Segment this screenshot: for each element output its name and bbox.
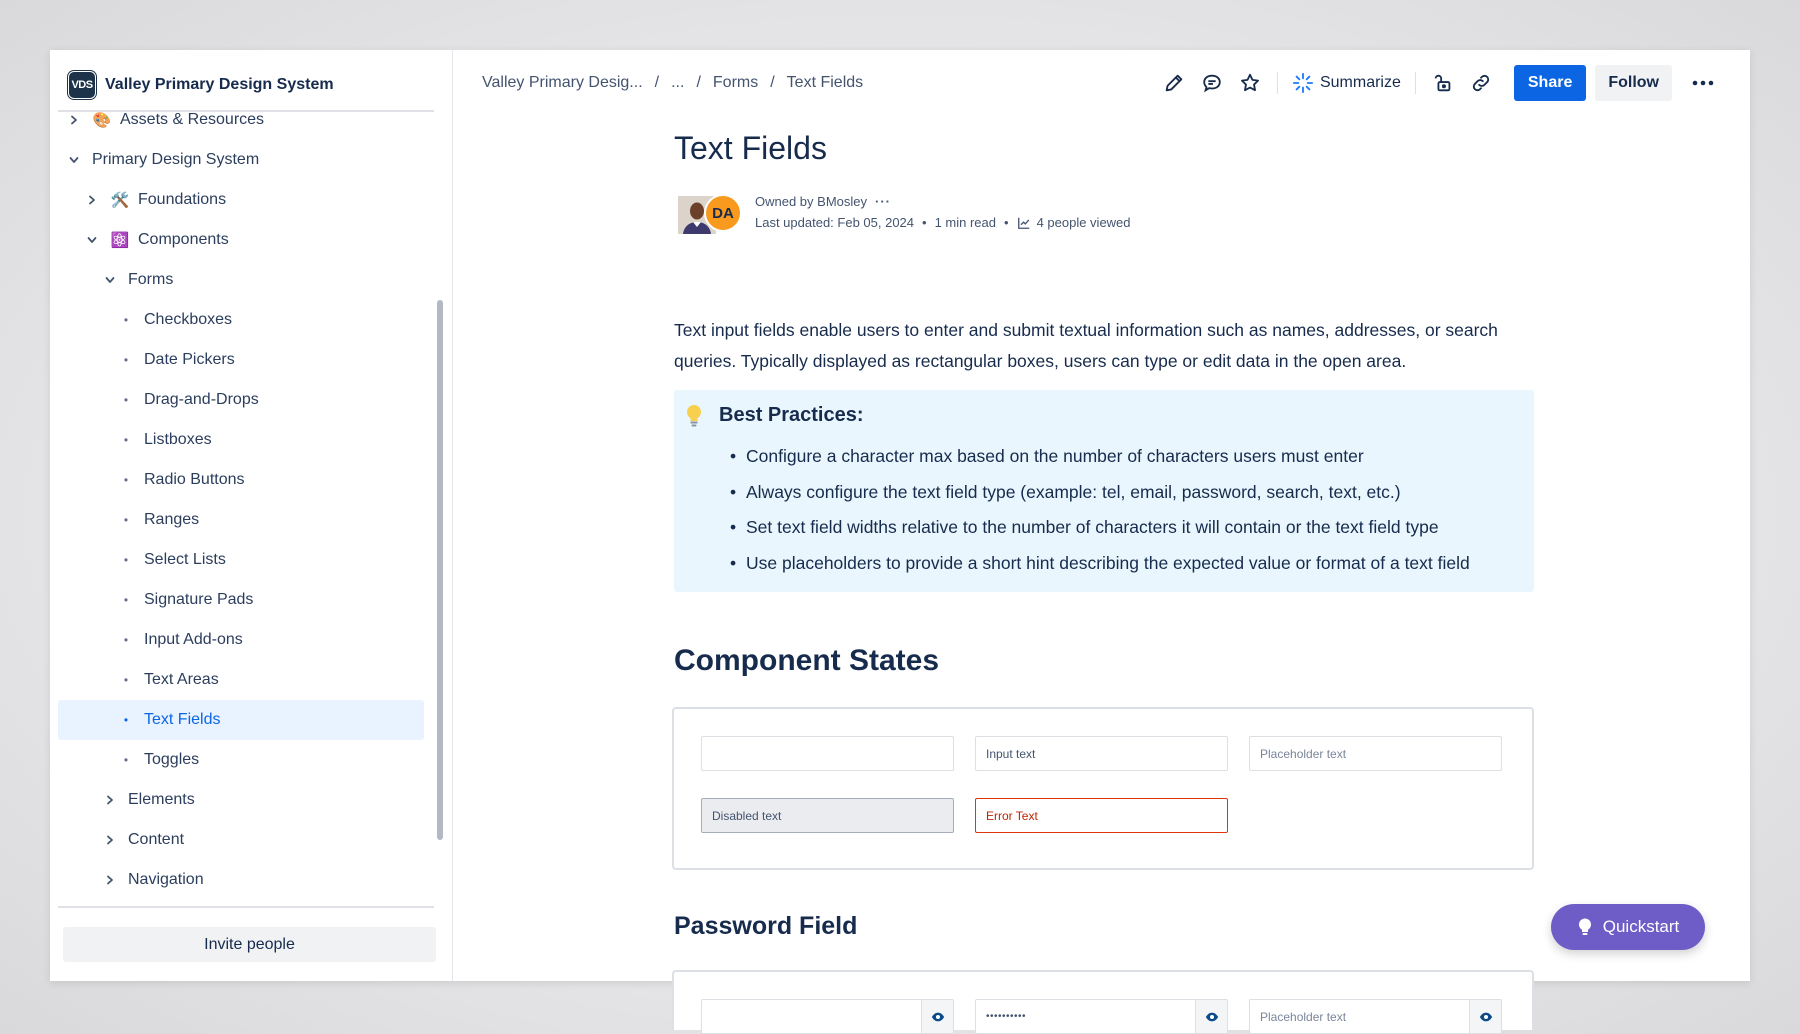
sidebar-item-ranges[interactable]: [58, 500, 424, 540]
sidebar-item-forms[interactable]: [58, 260, 424, 300]
sidebar-item-label: Elements: [128, 791, 195, 808]
filled-text-field[interactable]: Input text: [975, 736, 1228, 771]
breadcrumb-separator: /: [654, 74, 660, 91]
error-text-field[interactable]: Error Text: [975, 798, 1228, 833]
password-field-demo: [672, 970, 1534, 1030]
chevron-right-icon[interactable]: [102, 792, 118, 808]
restrictions-button[interactable]: [1424, 64, 1462, 102]
chevron-down-icon[interactable]: [84, 232, 100, 248]
sidebar-item-label: Navigation: [128, 871, 204, 888]
owner-text[interactable]: Owned by BMosley: [755, 194, 867, 209]
intro-paragraph: Text input fields enable users to enter and submit textual information such as names, addresses, or search queries. Typically displayed as rectangular boxes, users can type or edit data in the open area.: [674, 320, 1498, 371]
bullet-icon: •: [123, 313, 129, 327]
breadcrumb-space[interactable]: Valley Primary Desig...: [482, 74, 643, 91]
sidebar-item-foundations[interactable]: [58, 180, 424, 220]
bullet-icon: •: [123, 513, 129, 527]
list-item: • Configure a character max based on the number of characters users must enter: [730, 446, 1470, 482]
read-time: 1 min read: [934, 215, 996, 230]
sidebar-item-toggles[interactable]: [58, 740, 424, 780]
link-icon: [1470, 72, 1492, 94]
breadcrumb-separator: /: [696, 74, 701, 91]
more-icon: [1692, 80, 1714, 86]
component-states-demo: [672, 707, 1534, 870]
sidebar-item-label: Listboxes: [144, 431, 212, 448]
sidebar-item-label: Ranges: [144, 511, 200, 528]
quickstart-button[interactable]: [1551, 904, 1705, 950]
list-item: • Set text field widths relative to the number of characters it will contain or the text field type: [730, 517, 1470, 553]
best-practices-panel: [674, 390, 1534, 592]
sidebar-item-label: Select Lists: [144, 551, 226, 568]
bullet-icon: •: [123, 353, 129, 367]
meta-separator: •: [1004, 215, 1009, 230]
sidebar-item-text-areas[interactable]: [58, 660, 424, 700]
analytics-icon: [1017, 216, 1031, 230]
bullet-icon: •: [123, 713, 129, 727]
toolbar-separator: [1415, 72, 1416, 94]
chevron-right-icon[interactable]: [66, 112, 82, 128]
best-practices-title: Best Practices:: [719, 404, 864, 426]
password-field-empty[interactable]: [701, 999, 954, 1034]
sidebar-item-label: Components: [138, 231, 229, 248]
sidebar-item-date-pickers[interactable]: [58, 340, 424, 380]
breadcrumb-separator: /: [770, 74, 775, 91]
sidebar-item-label: Date Pickers: [144, 351, 235, 368]
sidebar-item-primary-design-system[interactable]: [58, 140, 424, 180]
sidebar-divider: [58, 906, 434, 908]
star-icon: [1239, 72, 1261, 94]
list-item: • Use placeholders to provide a short hint describing the expected value or format of a text field: [730, 553, 1470, 589]
chevron-right-icon[interactable]: [102, 832, 118, 848]
page-title: Text Fields: [674, 130, 827, 166]
breadcrumb-ellipsis[interactable]: ...: [671, 74, 685, 91]
sidebar-item-signature-pads[interactable]: [58, 580, 424, 620]
breadcrumb-forms[interactable]: Forms: [712, 74, 759, 91]
contributor-avatar[interactable]: DA: [704, 194, 742, 232]
bullet-icon: •: [123, 593, 129, 607]
page-byline: [674, 192, 1374, 236]
page-tree: [58, 113, 434, 953]
sidebar-item-label: Toggles: [144, 751, 200, 768]
sidebar-item-assets-resources[interactable]: [58, 100, 424, 140]
page-actions: [1155, 64, 1720, 102]
bullet-icon: •: [123, 673, 129, 687]
viewers-count[interactable]: 4 people viewed: [1036, 215, 1131, 230]
sidebar-item-select-lists[interactable]: [58, 540, 424, 580]
sidebar-item-label: Forms: [128, 271, 174, 288]
meta-separator: •: [922, 215, 927, 230]
sidebar-item-input-add-ons[interactable]: [58, 620, 424, 660]
placeholder-text-field[interactable]: Placeholder text: [1249, 736, 1502, 771]
eye-icon: [1479, 1010, 1493, 1024]
share-button[interactable]: Share: [1514, 65, 1586, 101]
last-updated[interactable]: Last updated: Feb 05, 2024: [755, 215, 915, 230]
chevron-down-icon[interactable]: [66, 152, 82, 168]
sidebar-item-label: Signature Pads: [144, 591, 254, 608]
sidebar-item-content[interactable]: [58, 820, 424, 860]
eye-icon: [1205, 1010, 1219, 1024]
pencil-icon: [1163, 72, 1185, 94]
sidebar-item-radio-buttons[interactable]: [58, 460, 424, 500]
show-password-button[interactable]: [1195, 1000, 1227, 1033]
list-item: • Always configure the text field type (example: tel, email, password, search, text, etc.): [730, 482, 1470, 518]
sidebar-item-label: Checkboxes: [144, 311, 233, 328]
sidebar-item-label: Input Add-ons: [144, 631, 243, 648]
eye-icon: [931, 1010, 945, 1024]
sidebar-item-checkboxes[interactable]: [58, 300, 424, 340]
sidebar-item-drag-and-drops[interactable]: [58, 380, 424, 420]
bullet-icon: •: [123, 433, 129, 447]
byline-more-icon[interactable]: ···: [875, 194, 891, 209]
copy-link-button[interactable]: [1462, 64, 1500, 102]
password-placeholder: Placeholder text: [1260, 1009, 1347, 1024]
lightbulb-icon: [685, 404, 703, 434]
component-states-heading: Component States: [674, 644, 940, 677]
sidebar-item-text-fields[interactable]: [58, 700, 424, 740]
space-logo: VDS: [68, 71, 96, 99]
space-title[interactable]: Valley Primary Design System: [105, 76, 334, 93]
sidebar-item-label: Foundations: [138, 191, 227, 208]
sidebar-item-navigation[interactable]: [58, 860, 424, 900]
sparkle-icon: [1292, 72, 1314, 94]
sidebar-scrollbar[interactable]: [437, 300, 443, 840]
chevron-down-icon[interactable]: [102, 272, 118, 288]
lightbulb-icon: [1577, 918, 1593, 936]
sidebar-item-label: Assets & Resources: [120, 111, 265, 128]
bullet-icon: •: [123, 393, 129, 407]
bullet-icon: •: [123, 473, 129, 487]
sidebar-item-label: Drag-and-Drops: [144, 391, 259, 408]
unlock-icon: [1432, 72, 1454, 94]
top-bar: [453, 50, 1750, 116]
comment-button[interactable]: [1193, 64, 1231, 102]
sidebar-item-label: Content: [128, 831, 185, 848]
show-password-button[interactable]: [1469, 1000, 1501, 1033]
sidebar-item-label: Text Fields: [144, 711, 221, 728]
summarize-label: Summarize: [1319, 74, 1401, 91]
space-header[interactable]: [68, 70, 334, 100]
invite-people-button[interactable]: Invite people: [63, 927, 436, 962]
more-actions-button[interactable]: [1686, 65, 1720, 101]
quickstart-label: Quickstart: [1602, 917, 1680, 936]
show-password-button[interactable]: [921, 1000, 953, 1033]
sidebar: [50, 50, 453, 981]
chevron-right-icon[interactable]: [84, 192, 100, 208]
bullet-icon: •: [123, 753, 129, 767]
toolbar-separator: [1277, 72, 1278, 94]
atom-icon: ⚛️: [110, 232, 130, 249]
bullet-icon: •: [123, 633, 129, 647]
follow-button[interactable]: Follow: [1595, 65, 1672, 101]
password-field-placeholder[interactable]: [1249, 999, 1502, 1034]
breadcrumb-current[interactable]: Text Fields: [786, 74, 864, 91]
sidebar-item-label: Primary Design System: [92, 151, 260, 168]
sidebar-item-listboxes[interactable]: [58, 420, 424, 460]
bullet-icon: •: [123, 553, 129, 567]
empty-text-field[interactable]: [701, 736, 954, 771]
sidebar-item-label: Radio Buttons: [144, 471, 245, 488]
masked-value: ••••••••••: [986, 1011, 1027, 1022]
app-window: [50, 50, 1750, 1024]
sidebar-item-components[interactable]: [58, 220, 424, 260]
sidebar-item-elements[interactable]: [58, 780, 424, 820]
tools-icon: 🛠️: [110, 192, 130, 209]
star-button[interactable]: [1231, 64, 1269, 102]
sidebar-item-label: Text Areas: [144, 671, 219, 688]
password-field-masked[interactable]: [975, 999, 1228, 1034]
breadcrumb: [482, 74, 863, 92]
disabled-text-field: Disabled text: [701, 798, 954, 833]
palette-icon: 🎨: [92, 112, 112, 129]
chevron-right-icon[interactable]: [102, 872, 118, 888]
summarize-button[interactable]: [1286, 64, 1407, 102]
best-practices-list: [730, 446, 1470, 588]
owner-line: [755, 194, 891, 209]
edit-button[interactable]: [1155, 64, 1193, 102]
comment-icon: [1201, 72, 1223, 94]
password-field-heading: Password Field: [674, 912, 858, 940]
page-meta: [755, 215, 1131, 230]
